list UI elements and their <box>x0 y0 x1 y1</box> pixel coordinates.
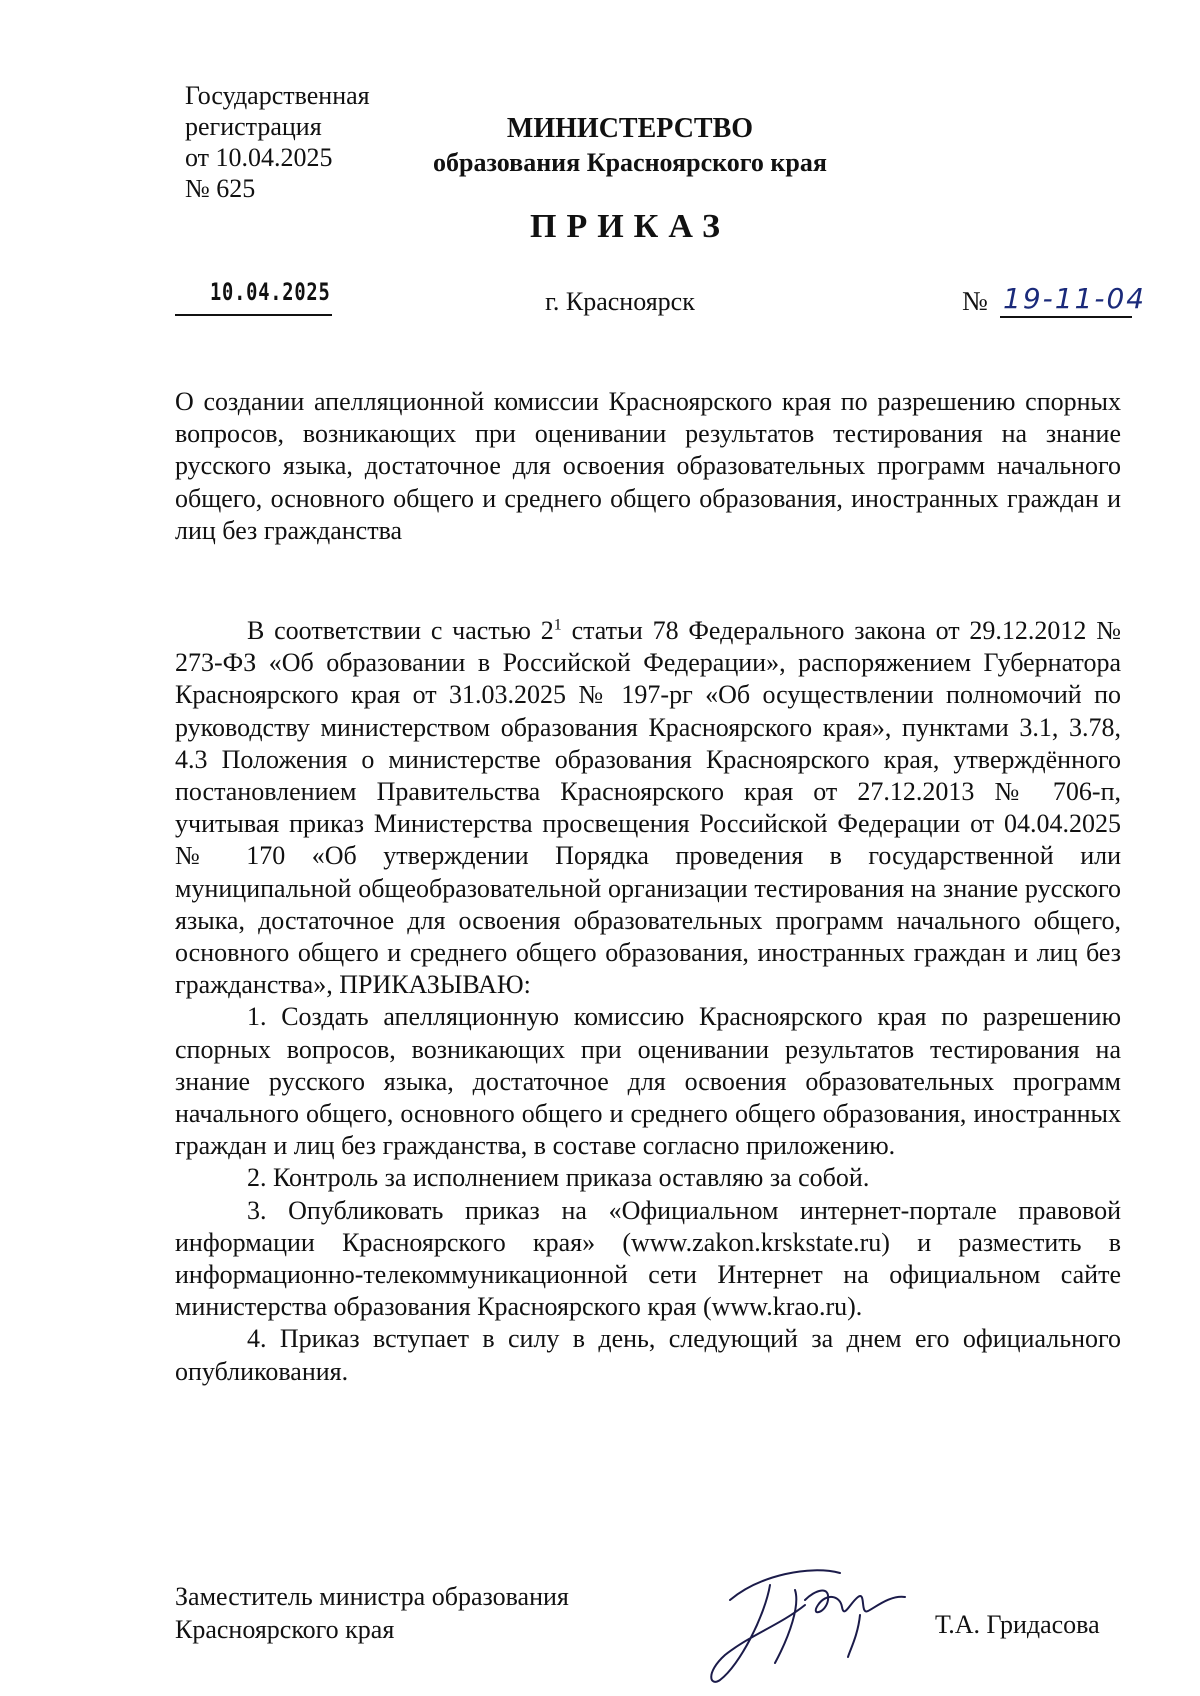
ministry-header <box>400 112 860 180</box>
ministry-title: МИНИСТЕРСТВО <box>506 113 754 144</box>
date-underline <box>175 314 332 316</box>
signatory-title-line: Заместитель министра образования <box>175 1582 569 1611</box>
registration-number: № 625 <box>185 174 256 203</box>
preamble-rest: статьи 78 Федерального закона от 29.12.2012 № 273-ФЗ «Об образовании в Российской Федерации», распоряжением Губернатора Красноярского края от 31.03.2025 № 197-рг «Об осуществлении полномочий по руководству министерством образования Красноярского края», пунктами 3.1, 3.78, 4.3 Положения о министерстве образования Красноярского края, утверждённого постановлением Правительства Красноярского края от 27.12.2013 № 706-п, учитывая приказ Министерства просвещения Российской Федерации от 04.04.2025 № 170 «Об утверждении Порядка проведения в государственной или муниципальной общеобразовательной организации тестирования на знание русского языка, достаточное для освоения образовательных программ начального общего, основного общего и среднего общего образования, иностранных граждан и лиц без гражданства», ПРИКАЗЫВАЮ: <box>175 616 1122 1000</box>
order-number: 19-11-04 <box>1003 282 1147 315</box>
preamble-start: В соответствии с частью 2 <box>247 616 554 645</box>
order-item-1: 1. Создать апелляционную комиссию Красноярского края по разрешению спорных вопросов, возникающих при оценивании результатов тестирования на знание русского языка, достаточное для освоения образовательных программ начального общего, основного общего и среднего общего образования, иностранных граждан и лиц без гражданства, в составе согласно приложению. <box>175 1002 1121 1161</box>
signatory-title <box>175 1580 569 1646</box>
number-underline <box>1000 316 1132 318</box>
city: г. Красноярск <box>545 287 695 316</box>
order-item-4: 4. Приказ вступает в силу в день, следующий за днем его официального опубликования. <box>175 1324 1121 1386</box>
document-type: ПРИКАЗ <box>530 208 730 245</box>
order-item-2: 2. Контроль за исполнением приказа оставляю за собой. <box>247 1163 870 1193</box>
preamble <box>175 615 1121 1001</box>
registration-date: от 10.04.2025 <box>185 143 333 172</box>
signatory-title-line: Красноярского края <box>175 1615 395 1644</box>
order-body <box>175 615 1121 1388</box>
ministry-subtitle: образования Красноярского края <box>433 148 827 177</box>
registration-block <box>185 80 370 204</box>
handwritten-signature <box>700 1545 930 1695</box>
order-subject: О создании апелляционной комиссии Красноярского края по разрешению спорных вопросов, возникающих при оценивании результатов тестирования на знание русского языка, достаточное для освоения образовательных программ начального общего, основного общего и среднего общего образования, иностранных граждан и лиц без гражданства <box>175 387 1121 545</box>
order-item-3: 3. Опубликовать приказ на «Официальном интернет-портале правовой информации Красноярского края» (www.zakon.krskstate.ru) и разместить в информационно-телекоммуникационной сети Интернет на официальном сайте министерства образования Красноярского края (www.krao.ru). <box>175 1195 1121 1322</box>
date-stamp: 10.04.2025 <box>210 278 331 306</box>
number-label: № <box>962 286 988 316</box>
registration-line: регистрация <box>185 112 322 141</box>
part-superscript: 1 <box>553 616 562 634</box>
signatory-name: Т.А. Гридасова <box>935 1610 1100 1639</box>
registration-line: Государственная <box>185 81 370 110</box>
